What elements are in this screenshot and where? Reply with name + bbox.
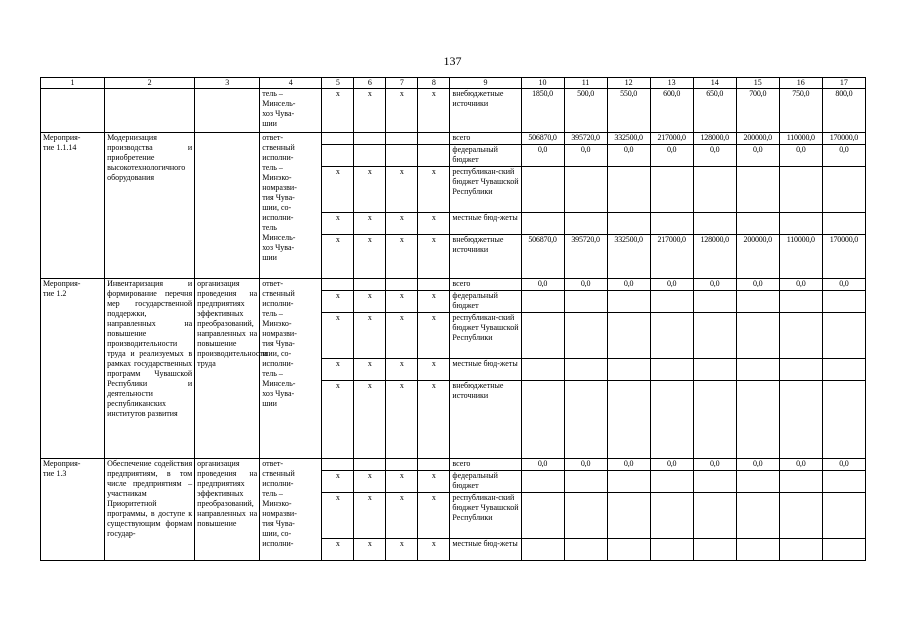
empty-cell bbox=[322, 279, 354, 291]
empty-cell bbox=[607, 471, 650, 493]
empty-cell bbox=[354, 459, 386, 471]
empty-cell bbox=[386, 133, 418, 145]
empty-cell bbox=[779, 167, 822, 213]
column-header: 15 bbox=[736, 78, 779, 89]
column-header: 11 bbox=[564, 78, 607, 89]
empty-cell bbox=[736, 493, 779, 539]
x-mark: х bbox=[418, 291, 450, 313]
empty-cell bbox=[418, 145, 450, 167]
empty-cell bbox=[354, 133, 386, 145]
value-cell: 506870,0 bbox=[521, 133, 564, 145]
empty-cell bbox=[822, 359, 865, 381]
empty-cell bbox=[736, 291, 779, 313]
measure-description: Модернизация производства и приобретение высокотехнологичного оборудования bbox=[105, 133, 195, 279]
column-header: 1 bbox=[41, 78, 105, 89]
empty-cell bbox=[736, 539, 779, 561]
value-cell: 0,0 bbox=[564, 459, 607, 471]
funding-source: всего bbox=[450, 459, 521, 471]
empty-cell bbox=[521, 381, 564, 459]
empty-cell bbox=[650, 381, 693, 459]
empty-cell bbox=[322, 145, 354, 167]
funding-source: всего bbox=[450, 279, 521, 291]
funding-source: местные бюд-жеты bbox=[450, 359, 521, 381]
column-header: 16 bbox=[779, 78, 822, 89]
value-cell: 0,0 bbox=[779, 459, 822, 471]
x-mark: х bbox=[354, 167, 386, 213]
empty-cell bbox=[779, 471, 822, 493]
x-mark: х bbox=[354, 381, 386, 459]
empty-cell bbox=[521, 359, 564, 381]
x-mark: х bbox=[418, 539, 450, 561]
empty-cell bbox=[650, 213, 693, 235]
value-cell: 0,0 bbox=[779, 279, 822, 291]
value-cell: 0,0 bbox=[521, 459, 564, 471]
executor-cell: ответ- ственный исполни- тель – Минэко- номразви- тия Чува- шии, со- исполни- bbox=[260, 459, 322, 561]
empty-cell bbox=[386, 145, 418, 167]
value-cell: 0,0 bbox=[607, 459, 650, 471]
empty-cell bbox=[650, 539, 693, 561]
funding-source: федеральный бюджет bbox=[450, 145, 521, 167]
empty-cell bbox=[521, 539, 564, 561]
funding-source: внебюджетные источники bbox=[450, 235, 521, 279]
value-cell: 170000,0 bbox=[822, 235, 865, 279]
empty-cell bbox=[822, 167, 865, 213]
x-mark: х bbox=[322, 167, 354, 213]
column-header: 9 bbox=[450, 78, 521, 89]
funding-source: федеральный бюджет bbox=[450, 291, 521, 313]
empty-cell bbox=[693, 313, 736, 359]
x-mark: х bbox=[322, 89, 354, 133]
empty-cell bbox=[822, 381, 865, 459]
value-cell: 0,0 bbox=[822, 145, 865, 167]
empty-cell bbox=[693, 213, 736, 235]
funding-source: внебюджетные источники bbox=[450, 89, 521, 133]
column-header: 4 bbox=[260, 78, 322, 89]
funding-source: всего bbox=[450, 133, 521, 145]
x-mark: х bbox=[418, 313, 450, 359]
x-mark: х bbox=[354, 291, 386, 313]
empty-cell bbox=[607, 167, 650, 213]
empty-cell bbox=[564, 213, 607, 235]
value-cell: 0,0 bbox=[607, 279, 650, 291]
column-header: 7 bbox=[386, 78, 418, 89]
x-mark: х bbox=[354, 539, 386, 561]
value-cell: 200000,0 bbox=[736, 235, 779, 279]
measure-name: Мероприя- тие 1.1.14 bbox=[41, 133, 105, 279]
empty-cell bbox=[650, 313, 693, 359]
empty-cell bbox=[607, 213, 650, 235]
empty-cell bbox=[195, 133, 260, 279]
value-cell: 750,0 bbox=[779, 89, 822, 133]
empty-cell bbox=[521, 291, 564, 313]
value-cell: 506870,0 bbox=[521, 235, 564, 279]
empty-cell bbox=[322, 133, 354, 145]
value-cell: 0,0 bbox=[564, 279, 607, 291]
empty-cell bbox=[521, 313, 564, 359]
empty-cell bbox=[386, 279, 418, 291]
value-cell: 600,0 bbox=[650, 89, 693, 133]
x-mark: х bbox=[354, 235, 386, 279]
empty-cell bbox=[564, 291, 607, 313]
empty-cell bbox=[779, 539, 822, 561]
value-cell: 128000,0 bbox=[693, 133, 736, 145]
empty-cell bbox=[822, 291, 865, 313]
x-mark: х bbox=[322, 381, 354, 459]
empty-cell bbox=[736, 381, 779, 459]
empty-cell bbox=[607, 539, 650, 561]
empty-cell bbox=[564, 493, 607, 539]
column-header: 12 bbox=[607, 78, 650, 89]
x-mark: х bbox=[354, 213, 386, 235]
empty-cell bbox=[650, 359, 693, 381]
empty-cell bbox=[736, 471, 779, 493]
empty-cell bbox=[650, 167, 693, 213]
measure-description: Обеспечение содействия предприятиям, в том числе предприятиям – участникам Приоритетной программы, в доступе к существующим формам государ- bbox=[105, 459, 195, 561]
column-header: 2 bbox=[105, 78, 195, 89]
value-cell: 0,0 bbox=[693, 279, 736, 291]
table-row bbox=[41, 279, 866, 291]
table-row bbox=[41, 133, 866, 145]
empty-cell bbox=[779, 213, 822, 235]
x-mark: х bbox=[386, 359, 418, 381]
x-mark: х bbox=[418, 493, 450, 539]
value-cell: 0,0 bbox=[521, 279, 564, 291]
x-mark: х bbox=[354, 471, 386, 493]
empty-cell bbox=[736, 313, 779, 359]
column-header: 6 bbox=[354, 78, 386, 89]
x-mark: х bbox=[322, 291, 354, 313]
x-mark: х bbox=[386, 313, 418, 359]
empty-cell bbox=[607, 381, 650, 459]
value-cell: 170000,0 bbox=[822, 133, 865, 145]
empty-cell bbox=[354, 145, 386, 167]
x-mark: х bbox=[322, 359, 354, 381]
empty-cell bbox=[693, 539, 736, 561]
value-cell: 500,0 bbox=[564, 89, 607, 133]
x-mark: х bbox=[386, 493, 418, 539]
empty-cell bbox=[564, 381, 607, 459]
empty-cell bbox=[779, 359, 822, 381]
empty-cell bbox=[693, 167, 736, 213]
empty-cell bbox=[779, 313, 822, 359]
funding-source: местные бюд-жеты bbox=[450, 539, 521, 561]
value-cell: 0,0 bbox=[736, 279, 779, 291]
value-cell: 0,0 bbox=[779, 145, 822, 167]
x-mark: х bbox=[386, 167, 418, 213]
empty-cell bbox=[650, 493, 693, 539]
empty-cell bbox=[736, 213, 779, 235]
empty-cell bbox=[386, 459, 418, 471]
empty-cell bbox=[779, 381, 822, 459]
empty-cell bbox=[736, 167, 779, 213]
x-mark: х bbox=[386, 381, 418, 459]
value-cell: 0,0 bbox=[822, 279, 865, 291]
value-cell: 0,0 bbox=[736, 145, 779, 167]
value-cell: 0,0 bbox=[693, 459, 736, 471]
value-cell: 217000,0 bbox=[650, 235, 693, 279]
value-cell: 0,0 bbox=[736, 459, 779, 471]
empty-cell bbox=[822, 471, 865, 493]
page-number: 137 bbox=[443, 54, 462, 68]
empty-cell bbox=[564, 313, 607, 359]
empty-cell bbox=[418, 279, 450, 291]
empty-cell bbox=[607, 313, 650, 359]
x-mark: х bbox=[386, 213, 418, 235]
x-mark: х bbox=[386, 539, 418, 561]
empty-cell bbox=[418, 459, 450, 471]
column-header: 17 bbox=[822, 78, 865, 89]
empty-cell bbox=[693, 359, 736, 381]
x-mark: х bbox=[418, 167, 450, 213]
value-cell: 1850,0 bbox=[521, 89, 564, 133]
value-cell: 0,0 bbox=[650, 459, 693, 471]
column-header: 10 bbox=[521, 78, 564, 89]
value-cell: 0,0 bbox=[822, 459, 865, 471]
funding-source: внебюджетные источники bbox=[450, 381, 521, 459]
table-row bbox=[41, 89, 866, 133]
column-header: 5 bbox=[322, 78, 354, 89]
x-mark: х bbox=[418, 359, 450, 381]
measure-goal: организация проведения на предприятиях эффективных преобразований, направленных на повышение bbox=[195, 459, 260, 561]
value-cell: 110000,0 bbox=[779, 133, 822, 145]
empty-cell bbox=[822, 493, 865, 539]
x-mark: х bbox=[418, 89, 450, 133]
value-cell: 332500,0 bbox=[607, 133, 650, 145]
empty-cell bbox=[521, 167, 564, 213]
empty-cell bbox=[607, 291, 650, 313]
value-cell: 200000,0 bbox=[736, 133, 779, 145]
column-header: 8 bbox=[418, 78, 450, 89]
empty-cell bbox=[564, 539, 607, 561]
value-cell: 0,0 bbox=[607, 145, 650, 167]
table-row bbox=[41, 459, 866, 471]
funding-source: республикан-ский бюджет Чувашской Республики bbox=[450, 167, 521, 213]
empty-cell bbox=[354, 279, 386, 291]
empty-cell bbox=[418, 133, 450, 145]
value-cell: 550,0 bbox=[607, 89, 650, 133]
value-cell: 650,0 bbox=[693, 89, 736, 133]
value-cell: 395720,0 bbox=[564, 133, 607, 145]
empty-cell bbox=[41, 89, 105, 133]
x-mark: х bbox=[354, 313, 386, 359]
measure-name: Мероприя- тие 1.3 bbox=[41, 459, 105, 561]
x-mark: х bbox=[322, 493, 354, 539]
x-mark: х bbox=[386, 291, 418, 313]
empty-cell bbox=[564, 359, 607, 381]
empty-cell bbox=[521, 493, 564, 539]
x-mark: х bbox=[386, 471, 418, 493]
empty-cell bbox=[822, 539, 865, 561]
value-cell: 700,0 bbox=[736, 89, 779, 133]
column-header: 3 bbox=[195, 78, 260, 89]
empty-cell bbox=[564, 471, 607, 493]
empty-cell bbox=[650, 291, 693, 313]
x-mark: х bbox=[322, 213, 354, 235]
value-cell: 395720,0 bbox=[564, 235, 607, 279]
empty-cell bbox=[322, 459, 354, 471]
empty-cell bbox=[693, 381, 736, 459]
budget-table bbox=[40, 77, 866, 561]
empty-cell bbox=[607, 359, 650, 381]
value-cell: 0,0 bbox=[650, 279, 693, 291]
executor-cell: ответ- ственный исполни- тель – Минэко- номразви- тия Чува- шии, со- исполни- тель Минсель- хоз Чува- шии bbox=[260, 133, 322, 279]
empty-cell bbox=[693, 291, 736, 313]
x-mark: х bbox=[322, 235, 354, 279]
empty-cell bbox=[607, 493, 650, 539]
value-cell: 128000,0 bbox=[693, 235, 736, 279]
x-mark: х bbox=[386, 89, 418, 133]
funding-source: республикан-ский бюджет Чувашской Республики bbox=[450, 313, 521, 359]
x-mark: х bbox=[322, 471, 354, 493]
empty-cell bbox=[822, 213, 865, 235]
measure-name: Мероприя- тие 1.2 bbox=[41, 279, 105, 459]
empty-cell bbox=[736, 359, 779, 381]
x-mark: х bbox=[322, 539, 354, 561]
funding-source: федеральный бюджет bbox=[450, 471, 521, 493]
executor-cell: ответ- ственный исполни- тель – Минэко- номразви- тия Чува- шии, со- исполни- тель – Минсель- хоз Чува- шии bbox=[260, 279, 322, 459]
empty-cell bbox=[564, 167, 607, 213]
value-cell: 0,0 bbox=[693, 145, 736, 167]
empty-cell bbox=[521, 471, 564, 493]
value-cell: 217000,0 bbox=[650, 133, 693, 145]
funding-source: республикан-ский бюджет Чувашской Республики bbox=[450, 493, 521, 539]
x-mark: х bbox=[418, 213, 450, 235]
executor-cell: тель – Минсель- хоз Чува- шии bbox=[260, 89, 322, 133]
empty-cell bbox=[105, 89, 195, 133]
empty-cell bbox=[822, 313, 865, 359]
measure-goal: организация проведения на предприятиях эффективных преобразований, направленных на повышение производительности труда bbox=[195, 279, 260, 459]
column-header: 14 bbox=[693, 78, 736, 89]
value-cell: 0,0 bbox=[650, 145, 693, 167]
value-cell: 332500,0 bbox=[607, 235, 650, 279]
funding-source: местные бюд-жеты bbox=[450, 213, 521, 235]
empty-cell bbox=[779, 291, 822, 313]
x-mark: х bbox=[322, 313, 354, 359]
table-row bbox=[41, 78, 866, 89]
x-mark: х bbox=[354, 359, 386, 381]
x-mark: х bbox=[418, 471, 450, 493]
empty-cell bbox=[779, 493, 822, 539]
empty-cell bbox=[650, 471, 693, 493]
x-mark: х bbox=[418, 235, 450, 279]
measure-description: Инвентаризация и формирование перечня мер государственной поддержки, направленных на повышение производительности труда и реализуемых в рамках государственных программ Чувашской Республики и деятельности республиканских институтов развития bbox=[105, 279, 195, 459]
value-cell: 800,0 bbox=[822, 89, 865, 133]
empty-cell bbox=[693, 493, 736, 539]
x-mark: х bbox=[418, 381, 450, 459]
x-mark: х bbox=[386, 235, 418, 279]
value-cell: 0,0 bbox=[564, 145, 607, 167]
empty-cell bbox=[521, 213, 564, 235]
value-cell: 0,0 bbox=[521, 145, 564, 167]
column-header: 13 bbox=[650, 78, 693, 89]
value-cell: 110000,0 bbox=[779, 235, 822, 279]
empty-cell bbox=[693, 471, 736, 493]
x-mark: х bbox=[354, 493, 386, 539]
x-mark: х bbox=[354, 89, 386, 133]
empty-cell bbox=[195, 89, 260, 133]
